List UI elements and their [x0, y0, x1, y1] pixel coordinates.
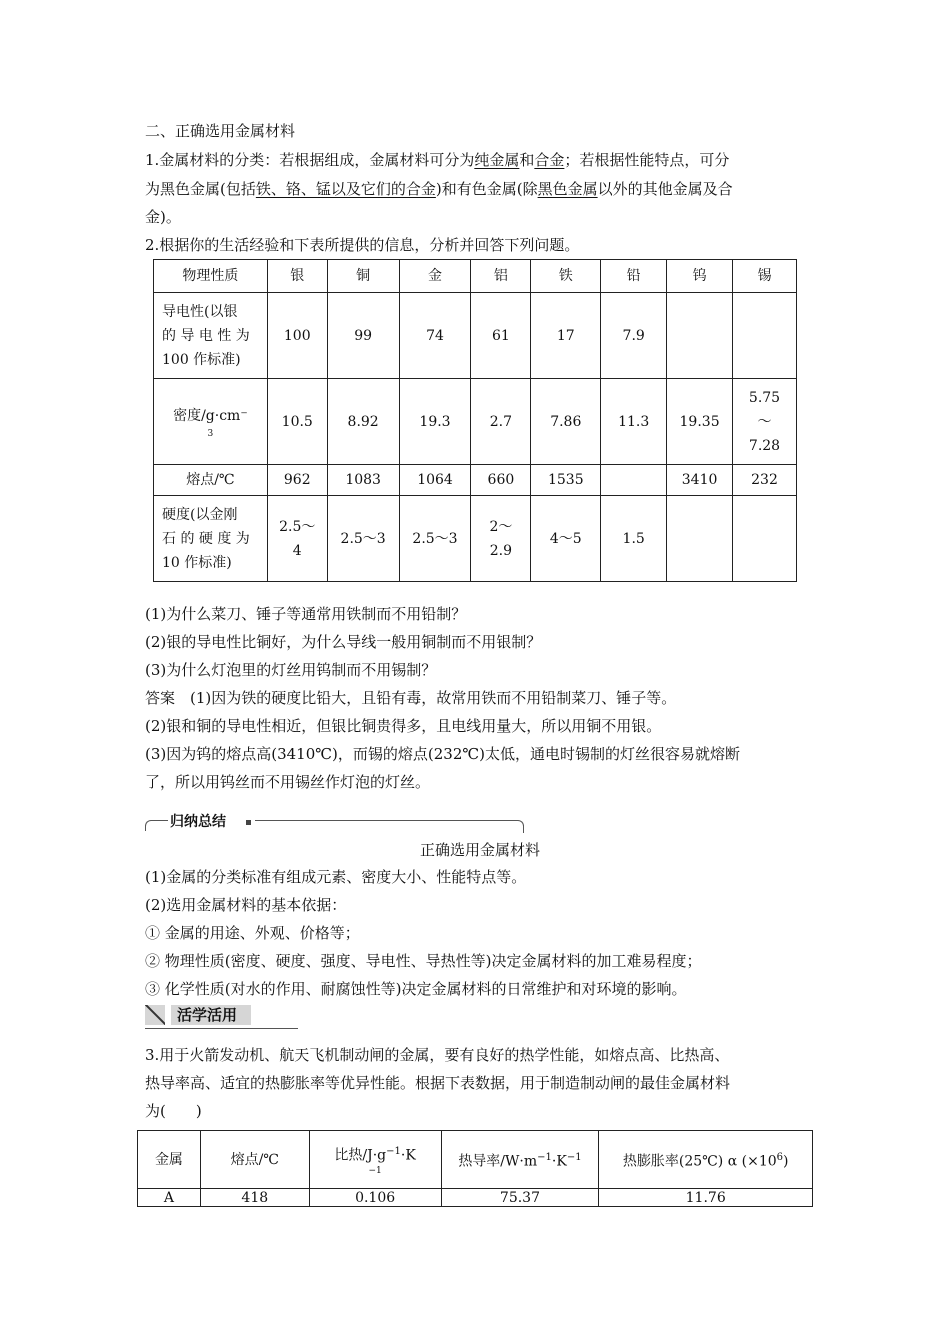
paragraph-2: 2.根据你的生活经验和下表所提供的信息，分析并回答下列问题。	[145, 236, 580, 254]
header-cell-specific-heat	[309, 1131, 441, 1189]
answer-line-4: 了，所以用钨丝而不用锡丝作灯泡的灯丝。	[145, 773, 431, 791]
table-cell: 418	[200, 1189, 309, 1207]
table-cell: 4～5	[531, 496, 601, 582]
table-row	[138, 1189, 813, 1207]
metal-thermal-table	[137, 1130, 813, 1207]
answer-line-3: (3)因为钨的熔点高(3410℃)，而锡的熔点(232℃)太低，通电时锡制的灯丝很容易就熔断	[145, 745, 741, 763]
table-cell: 232	[733, 465, 797, 496]
table-cell: 10.5	[267, 379, 327, 465]
label-line: 10 作标准)	[162, 554, 232, 571]
table-cell	[667, 496, 733, 582]
practice-banner	[145, 1005, 300, 1029]
label-line-superscript: 3	[207, 428, 214, 439]
answer-line-1: 答案 (1)因为铁的硬度比铅大，且铅有毒，故常用铁而不用铅制菜刀、锤子等。	[145, 689, 677, 707]
cell-line: 4	[292, 542, 302, 559]
paragraph-1-line-3: 金)。	[145, 208, 181, 226]
cell-line: 7.28	[748, 437, 781, 454]
table-cell: 7.86	[531, 379, 601, 465]
text: 热膨胀率(25℃) α (×10	[622, 1153, 777, 1170]
table-cell: 1083	[327, 465, 399, 496]
table-cell: 8.92	[327, 379, 399, 465]
table-cell: 660	[471, 465, 531, 496]
cell-line: 5.75	[748, 389, 781, 406]
table-row-hardness	[154, 496, 797, 582]
label-line: 的 导 电 性 为	[162, 327, 250, 344]
table-cell: 100	[267, 293, 327, 379]
text: 热导率/W·m	[458, 1153, 538, 1170]
table-cell	[601, 465, 667, 496]
header-cell: 银	[267, 260, 327, 293]
table-cell	[267, 496, 327, 582]
underlined-term: 合金	[534, 151, 565, 169]
table-cell: 11.76	[599, 1189, 813, 1207]
superscript: −1	[386, 1145, 401, 1157]
header-cell: 铝	[471, 260, 531, 293]
label-line: 石 的 硬 度 为	[162, 530, 250, 547]
square-bullet-icon	[246, 820, 251, 825]
text: 为黑色金属(包括	[145, 180, 256, 198]
summary-line-2: (2)选用金属材料的基本依据：	[145, 896, 347, 914]
underlined-term: 纯金属	[474, 151, 520, 169]
text: 以外的其他金属及合	[597, 180, 733, 198]
table-cell	[733, 293, 797, 379]
table-cell: 2.5～3	[399, 496, 471, 582]
question-3-line-3: 为( )	[145, 1102, 202, 1120]
banner-rule-right	[255, 820, 524, 833]
question-3-line-2: 热导率高、适宜的热膨胀率等优异性能。根据下表数据，用于制造制动闸的最佳金属材料	[145, 1074, 731, 1092]
table-cell	[667, 293, 733, 379]
table-cell	[471, 496, 531, 582]
header-cell: 铅	[601, 260, 667, 293]
summary-title: 正确选用金属材料	[419, 841, 540, 859]
table-header-row	[138, 1131, 813, 1189]
table-cell	[733, 379, 797, 465]
text: ·K	[551, 1153, 567, 1170]
cell-line: ～	[757, 413, 772, 430]
row-label: 熔点/℃	[154, 465, 268, 496]
label-line: 100 作标准)	[162, 351, 241, 368]
text: ·K	[400, 1147, 416, 1164]
table-cell: 17	[531, 293, 601, 379]
header-cell: 铜	[327, 260, 399, 293]
header-cell: 铁	[531, 260, 601, 293]
table-cell: 2.5～3	[327, 496, 399, 582]
label-line: 导电性(以银	[162, 303, 238, 320]
underlined-term: 黑色金属	[537, 180, 598, 198]
table-row-density	[154, 379, 797, 465]
question-2: (2)银的导电性比铜好，为什么导线一般用铜制而不用银制？	[145, 633, 542, 651]
table-cell: A	[138, 1189, 201, 1207]
superscript: −1	[566, 1151, 582, 1163]
superscript: 6	[776, 1151, 784, 1163]
table-cell: 7.9	[601, 293, 667, 379]
header-line	[314, 1142, 437, 1166]
text: )	[783, 1153, 789, 1170]
question-1: (1)为什么菜刀、锤子等通常用铁制而不用铅制？	[145, 605, 467, 623]
physical-properties-table	[153, 259, 797, 582]
section-heading: 二、正确选用金属材料	[145, 122, 296, 140]
text: 1.金属材料的分类：若根据组成，金属材料可分为	[145, 151, 475, 169]
table-cell: 75.37	[441, 1189, 599, 1207]
paragraph-1-line-1	[145, 149, 729, 171]
text: 比热/J·g	[334, 1147, 387, 1164]
row-label	[154, 496, 268, 582]
text: )和有色金属(除	[435, 180, 538, 198]
cell-line: 2.5～	[279, 518, 316, 535]
table-row-melting-point	[154, 465, 797, 496]
table-row-conductivity	[154, 293, 797, 379]
question-3-line-1: 3.用于火箭发动机、航天飞机制动闸的金属，要有良好的热学性能，如熔点高、比热高、	[145, 1046, 730, 1064]
paragraph-1-line-2	[145, 178, 733, 200]
label-line: 硬度(以金刚	[162, 506, 238, 523]
summary-line-1: (1)金属的分类标准有组成元素、密度大小、性能特点等。	[145, 868, 527, 886]
table-cell: 1.5	[601, 496, 667, 582]
underlined-term: 铁、铬、锰以及它们的合金	[255, 180, 436, 198]
table-cell: 74	[399, 293, 471, 379]
table-header-row	[154, 260, 797, 293]
summary-banner	[145, 812, 525, 834]
table-cell: 61	[471, 293, 531, 379]
banner-rule	[145, 1028, 298, 1029]
table-cell: 1064	[399, 465, 471, 496]
superscript: −1	[537, 1151, 552, 1163]
table-cell: 0.106	[309, 1189, 441, 1207]
row-label	[154, 379, 268, 465]
text: ；若根据性能特点，可分	[564, 151, 730, 169]
banner-rule-left	[145, 820, 168, 831]
header-cell-metal: 金属	[138, 1131, 201, 1189]
table-cell: 99	[327, 293, 399, 379]
summary-line-5: ③ 化学性质(对水的作用、耐腐蚀性等)决定金属材料的日常维护和对环境的影响。	[145, 980, 687, 998]
table-cell: 11.3	[601, 379, 667, 465]
table-cell: 19.35	[667, 379, 733, 465]
table-cell	[733, 496, 797, 582]
cell-line: 2～	[489, 518, 513, 535]
label-line: 密度/g·cm⁻	[173, 407, 248, 424]
table-cell: 19.3	[399, 379, 471, 465]
practice-banner-title: 活学活用	[171, 1005, 251, 1025]
question-3: (3)为什么灯泡里的灯丝用钨制而不用锡制？	[145, 661, 437, 679]
header-cell-thermal-conductivity	[441, 1131, 599, 1189]
table-cell: 962	[267, 465, 327, 496]
header-cell: 锡	[733, 260, 797, 293]
summary-line-4: ② 物理性质(密度、硬度、强度、导电性、导热性等)决定金属材料的加工难易程度；	[145, 952, 702, 970]
header-cell: 物理性质	[154, 260, 268, 293]
slash-box-icon	[145, 1005, 165, 1025]
header-cell: 钨	[667, 260, 733, 293]
table-cell: 3410	[667, 465, 733, 496]
header-cell: 金	[399, 260, 471, 293]
cell-line: 2.9	[489, 542, 513, 559]
header-line-superscript: −1	[368, 1166, 382, 1177]
table-cell: 1535	[531, 465, 601, 496]
summary-line-3: ① 金属的用途、外观、价格等；	[145, 924, 360, 942]
answer-line-2: (2)银和铜的导电性相近，但银比铜贵得多，且电线用量大，所以用铜不用银。	[145, 717, 662, 735]
text: 和	[519, 151, 535, 169]
table-cell: 2.7	[471, 379, 531, 465]
header-cell-thermal-expansion	[599, 1131, 813, 1189]
summary-banner-title: 归纳总结	[170, 814, 226, 830]
row-label	[154, 293, 268, 379]
header-cell-melting-point: 熔点/℃	[200, 1131, 309, 1189]
